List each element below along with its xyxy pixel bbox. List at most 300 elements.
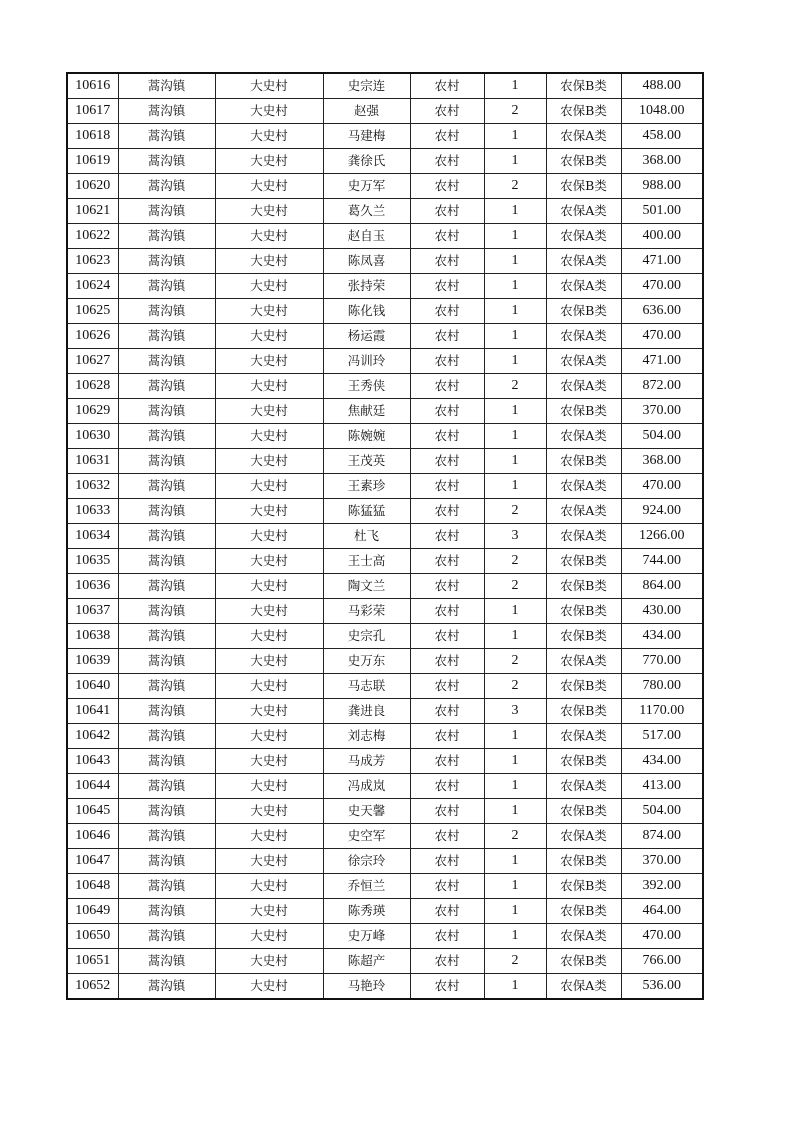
cell-id: 10642 (67, 724, 118, 749)
cell-category: 农保A类 (546, 524, 621, 549)
cell-household-type: 农村 (410, 649, 484, 674)
table-row (67, 799, 703, 824)
cell-id: 10636 (67, 574, 118, 599)
cell-amount: 470.00 (621, 924, 703, 949)
table-row (67, 324, 703, 349)
cell-category: 农保B类 (546, 899, 621, 924)
cell-town: 蒿沟镇 (118, 99, 215, 124)
table-row (67, 499, 703, 524)
cell-person-count: 2 (484, 649, 546, 674)
cell-id: 10618 (67, 124, 118, 149)
cell-name: 陈婉婉 (323, 424, 410, 449)
cell-name: 杜飞 (323, 524, 410, 549)
cell-village: 大史村 (215, 524, 323, 549)
cell-id: 10652 (67, 974, 118, 1000)
cell-name: 刘志梅 (323, 724, 410, 749)
cell-village: 大史村 (215, 299, 323, 324)
table-row (67, 749, 703, 774)
cell-town: 蒿沟镇 (118, 199, 215, 224)
cell-category: 农保B类 (546, 399, 621, 424)
cell-household-type: 农村 (410, 399, 484, 424)
cell-village: 大史村 (215, 949, 323, 974)
cell-category: 农保B类 (546, 299, 621, 324)
cell-town: 蒿沟镇 (118, 73, 215, 99)
cell-village: 大史村 (215, 73, 323, 99)
cell-amount: 1266.00 (621, 524, 703, 549)
table-row (67, 174, 703, 199)
cell-household-type: 农村 (410, 549, 484, 574)
cell-person-count: 2 (484, 949, 546, 974)
cell-village: 大史村 (215, 474, 323, 499)
cell-person-count: 3 (484, 699, 546, 724)
table-row (67, 699, 703, 724)
cell-category: 农保B类 (546, 699, 621, 724)
cell-amount: 766.00 (621, 949, 703, 974)
cell-town: 蒿沟镇 (118, 599, 215, 624)
cell-person-count: 1 (484, 299, 546, 324)
cell-id: 10634 (67, 524, 118, 549)
cell-town: 蒿沟镇 (118, 124, 215, 149)
cell-amount: 636.00 (621, 299, 703, 324)
cell-name: 陈凤喜 (323, 249, 410, 274)
cell-person-count: 1 (484, 424, 546, 449)
cell-category: 农保B类 (546, 549, 621, 574)
cell-village: 大史村 (215, 499, 323, 524)
cell-village: 大史村 (215, 724, 323, 749)
cell-village: 大史村 (215, 149, 323, 174)
cell-household-type: 农村 (410, 99, 484, 124)
cell-person-count: 1 (484, 899, 546, 924)
cell-village: 大史村 (215, 274, 323, 299)
cell-name: 史空军 (323, 824, 410, 849)
cell-amount: 988.00 (621, 174, 703, 199)
cell-id: 10643 (67, 749, 118, 774)
cell-name: 葛久兰 (323, 199, 410, 224)
cell-category: 农保B类 (546, 749, 621, 774)
table-body (67, 73, 703, 999)
table-row (67, 249, 703, 274)
cell-household-type: 农村 (410, 974, 484, 1000)
cell-household-type: 农村 (410, 374, 484, 399)
cell-id: 10626 (67, 324, 118, 349)
cell-name: 马艳玲 (323, 974, 410, 1000)
cell-person-count: 1 (484, 724, 546, 749)
cell-name: 陈秀瑛 (323, 899, 410, 924)
cell-name: 史天馨 (323, 799, 410, 824)
cell-category: 农保A类 (546, 199, 621, 224)
cell-household-type: 农村 (410, 73, 484, 99)
cell-category: 农保A类 (546, 474, 621, 499)
cell-id: 10637 (67, 599, 118, 624)
cell-name: 陈化钱 (323, 299, 410, 324)
cell-id: 10623 (67, 249, 118, 274)
cell-name: 王茂英 (323, 449, 410, 474)
cell-village: 大史村 (215, 449, 323, 474)
cell-category: 农保A类 (546, 374, 621, 399)
cell-village: 大史村 (215, 249, 323, 274)
cell-category: 农保B类 (546, 949, 621, 974)
cell-id: 10651 (67, 949, 118, 974)
cell-amount: 864.00 (621, 574, 703, 599)
table-row (67, 449, 703, 474)
cell-town: 蒿沟镇 (118, 399, 215, 424)
cell-category: 农保A类 (546, 324, 621, 349)
table-row (67, 824, 703, 849)
cell-category: 农保A类 (546, 824, 621, 849)
cell-name: 乔恒兰 (323, 874, 410, 899)
cell-amount: 413.00 (621, 774, 703, 799)
cell-name: 焦献廷 (323, 399, 410, 424)
cell-person-count: 2 (484, 824, 546, 849)
table-row (67, 549, 703, 574)
cell-category: 农保A类 (546, 249, 621, 274)
cell-person-count: 1 (484, 349, 546, 374)
cell-household-type: 农村 (410, 124, 484, 149)
cell-category: 农保B类 (546, 799, 621, 824)
cell-name: 史宗连 (323, 73, 410, 99)
cell-person-count: 1 (484, 449, 546, 474)
cell-person-count: 2 (484, 374, 546, 399)
cell-village: 大史村 (215, 549, 323, 574)
cell-amount: 924.00 (621, 499, 703, 524)
cell-person-count: 1 (484, 474, 546, 499)
cell-person-count: 1 (484, 849, 546, 874)
cell-town: 蒿沟镇 (118, 924, 215, 949)
cell-id: 10620 (67, 174, 118, 199)
cell-id: 10641 (67, 699, 118, 724)
cell-person-count: 1 (484, 399, 546, 424)
cell-amount: 368.00 (621, 149, 703, 174)
table-row (67, 624, 703, 649)
cell-category: 农保A类 (546, 974, 621, 1000)
cell-household-type: 农村 (410, 174, 484, 199)
cell-category: 农保A类 (546, 124, 621, 149)
cell-name: 王秀侠 (323, 374, 410, 399)
cell-town: 蒿沟镇 (118, 374, 215, 399)
cell-household-type: 农村 (410, 924, 484, 949)
cell-id: 10647 (67, 849, 118, 874)
cell-village: 大史村 (215, 624, 323, 649)
cell-person-count: 2 (484, 174, 546, 199)
cell-town: 蒿沟镇 (118, 649, 215, 674)
cell-name: 马建梅 (323, 124, 410, 149)
cell-id: 10625 (67, 299, 118, 324)
cell-id: 10629 (67, 399, 118, 424)
cell-name: 张持荣 (323, 274, 410, 299)
cell-household-type: 农村 (410, 874, 484, 899)
cell-town: 蒿沟镇 (118, 624, 215, 649)
cell-town: 蒿沟镇 (118, 799, 215, 824)
cell-town: 蒿沟镇 (118, 349, 215, 374)
cell-person-count: 2 (484, 574, 546, 599)
cell-town: 蒿沟镇 (118, 574, 215, 599)
cell-name: 陈猛猛 (323, 499, 410, 524)
cell-household-type: 农村 (410, 774, 484, 799)
cell-household-type: 农村 (410, 499, 484, 524)
cell-person-count: 1 (484, 799, 546, 824)
table-row (67, 149, 703, 174)
cell-amount: 368.00 (621, 449, 703, 474)
cell-town: 蒿沟镇 (118, 549, 215, 574)
cell-village: 大史村 (215, 924, 323, 949)
cell-amount: 504.00 (621, 424, 703, 449)
cell-amount: 471.00 (621, 249, 703, 274)
table-row (67, 674, 703, 699)
cell-village: 大史村 (215, 899, 323, 924)
cell-name: 王素珍 (323, 474, 410, 499)
cell-village: 大史村 (215, 399, 323, 424)
cell-town: 蒿沟镇 (118, 974, 215, 1000)
cell-person-count: 1 (484, 249, 546, 274)
cell-household-type: 农村 (410, 824, 484, 849)
cell-id: 10617 (67, 99, 118, 124)
cell-category: 农保B类 (546, 849, 621, 874)
cell-category: 农保A类 (546, 724, 621, 749)
cell-village: 大史村 (215, 124, 323, 149)
cell-name: 陈超产 (323, 949, 410, 974)
table-row (67, 849, 703, 874)
cell-id: 10621 (67, 199, 118, 224)
table-row (67, 724, 703, 749)
cell-amount: 874.00 (621, 824, 703, 849)
cell-name: 冯成岚 (323, 774, 410, 799)
cell-person-count: 1 (484, 974, 546, 1000)
cell-village: 大史村 (215, 349, 323, 374)
cell-name: 杨运霞 (323, 324, 410, 349)
cell-town: 蒿沟镇 (118, 449, 215, 474)
cell-town: 蒿沟镇 (118, 749, 215, 774)
cell-household-type: 农村 (410, 949, 484, 974)
cell-town: 蒿沟镇 (118, 524, 215, 549)
cell-id: 10640 (67, 674, 118, 699)
cell-village: 大史村 (215, 99, 323, 124)
table-row (67, 949, 703, 974)
cell-amount: 501.00 (621, 199, 703, 224)
cell-household-type: 农村 (410, 349, 484, 374)
table-row (67, 974, 703, 1000)
cell-category: 农保A类 (546, 224, 621, 249)
cell-category: 农保A类 (546, 924, 621, 949)
table-row (67, 574, 703, 599)
cell-household-type: 农村 (410, 149, 484, 174)
cell-name: 徐宗玲 (323, 849, 410, 874)
cell-person-count: 1 (484, 774, 546, 799)
cell-category: 农保B类 (546, 624, 621, 649)
cell-category: 农保B类 (546, 73, 621, 99)
table-row (67, 299, 703, 324)
table-row (67, 224, 703, 249)
cell-amount: 780.00 (621, 674, 703, 699)
cell-amount: 770.00 (621, 649, 703, 674)
cell-village: 大史村 (215, 974, 323, 1000)
cell-town: 蒿沟镇 (118, 274, 215, 299)
cell-amount: 744.00 (621, 549, 703, 574)
cell-name: 史万峰 (323, 924, 410, 949)
cell-category: 农保A类 (546, 499, 621, 524)
cell-id: 10628 (67, 374, 118, 399)
cell-town: 蒿沟镇 (118, 724, 215, 749)
cell-id: 10648 (67, 874, 118, 899)
cell-village: 大史村 (215, 674, 323, 699)
cell-village: 大史村 (215, 374, 323, 399)
cell-village: 大史村 (215, 849, 323, 874)
cell-amount: 370.00 (621, 849, 703, 874)
cell-amount: 488.00 (621, 73, 703, 99)
cell-person-count: 1 (484, 73, 546, 99)
cell-household-type: 农村 (410, 524, 484, 549)
cell-person-count: 1 (484, 599, 546, 624)
cell-id: 10633 (67, 499, 118, 524)
cell-person-count: 1 (484, 224, 546, 249)
cell-town: 蒿沟镇 (118, 874, 215, 899)
cell-person-count: 3 (484, 524, 546, 549)
cell-town: 蒿沟镇 (118, 674, 215, 699)
cell-category: 农保A类 (546, 774, 621, 799)
cell-town: 蒿沟镇 (118, 224, 215, 249)
table-row (67, 199, 703, 224)
cell-name: 王士高 (323, 549, 410, 574)
table-row (67, 899, 703, 924)
cell-town: 蒿沟镇 (118, 324, 215, 349)
cell-household-type: 农村 (410, 724, 484, 749)
cell-household-type: 农村 (410, 599, 484, 624)
cell-category: 农保A类 (546, 424, 621, 449)
cell-amount: 464.00 (621, 899, 703, 924)
cell-name: 马彩荣 (323, 599, 410, 624)
cell-household-type: 农村 (410, 299, 484, 324)
cell-amount: 471.00 (621, 349, 703, 374)
cell-town: 蒿沟镇 (118, 149, 215, 174)
cell-household-type: 农村 (410, 224, 484, 249)
table-row (67, 774, 703, 799)
cell-person-count: 2 (484, 499, 546, 524)
cell-household-type: 农村 (410, 624, 484, 649)
cell-town: 蒿沟镇 (118, 174, 215, 199)
cell-id: 10622 (67, 224, 118, 249)
cell-village: 大史村 (215, 224, 323, 249)
table-row (67, 599, 703, 624)
cell-village: 大史村 (215, 574, 323, 599)
cell-household-type: 农村 (410, 799, 484, 824)
cell-town: 蒿沟镇 (118, 949, 215, 974)
cell-name: 龚徐氏 (323, 149, 410, 174)
cell-household-type: 农村 (410, 699, 484, 724)
cell-person-count: 2 (484, 674, 546, 699)
table-row (67, 124, 703, 149)
cell-amount: 434.00 (621, 749, 703, 774)
cell-name: 冯训玲 (323, 349, 410, 374)
cell-category: 农保B类 (546, 574, 621, 599)
table-row (67, 374, 703, 399)
cell-village: 大史村 (215, 199, 323, 224)
cell-name: 史宗孔 (323, 624, 410, 649)
cell-amount: 458.00 (621, 124, 703, 149)
cell-category: 农保B类 (546, 149, 621, 174)
table-row (67, 474, 703, 499)
cell-village: 大史村 (215, 799, 323, 824)
cell-household-type: 农村 (410, 324, 484, 349)
cell-town: 蒿沟镇 (118, 699, 215, 724)
cell-category: 农保A类 (546, 274, 621, 299)
cell-amount: 504.00 (621, 799, 703, 824)
cell-name: 马志联 (323, 674, 410, 699)
cell-village: 大史村 (215, 324, 323, 349)
cell-household-type: 农村 (410, 249, 484, 274)
cell-household-type: 农村 (410, 749, 484, 774)
cell-category: 农保B类 (546, 174, 621, 199)
cell-person-count: 1 (484, 124, 546, 149)
cell-household-type: 农村 (410, 574, 484, 599)
cell-person-count: 2 (484, 549, 546, 574)
cell-name: 赵自玉 (323, 224, 410, 249)
cell-id: 10627 (67, 349, 118, 374)
cell-amount: 370.00 (621, 399, 703, 424)
cell-town: 蒿沟镇 (118, 499, 215, 524)
cell-id: 10630 (67, 424, 118, 449)
cell-household-type: 农村 (410, 849, 484, 874)
cell-category: 农保B类 (546, 874, 621, 899)
cell-town: 蒿沟镇 (118, 249, 215, 274)
cell-village: 大史村 (215, 649, 323, 674)
cell-amount: 1048.00 (621, 99, 703, 124)
cell-household-type: 农村 (410, 449, 484, 474)
cell-id: 10638 (67, 624, 118, 649)
table-row (67, 99, 703, 124)
cell-village: 大史村 (215, 599, 323, 624)
cell-person-count: 1 (484, 324, 546, 349)
cell-person-count: 1 (484, 924, 546, 949)
cell-village: 大史村 (215, 424, 323, 449)
beneficiary-table (66, 72, 704, 1000)
cell-category: 农保B类 (546, 599, 621, 624)
table-row (67, 73, 703, 99)
cell-id: 10632 (67, 474, 118, 499)
cell-village: 大史村 (215, 174, 323, 199)
cell-id: 10645 (67, 799, 118, 824)
table-row (67, 924, 703, 949)
cell-name: 龚进良 (323, 699, 410, 724)
cell-name: 史万军 (323, 174, 410, 199)
cell-town: 蒿沟镇 (118, 824, 215, 849)
cell-id: 10646 (67, 824, 118, 849)
cell-person-count: 1 (484, 874, 546, 899)
cell-amount: 392.00 (621, 874, 703, 899)
cell-household-type: 农村 (410, 899, 484, 924)
cell-id: 10619 (67, 149, 118, 174)
cell-village: 大史村 (215, 774, 323, 799)
table-row (67, 399, 703, 424)
cell-town: 蒿沟镇 (118, 774, 215, 799)
cell-village: 大史村 (215, 699, 323, 724)
table-row (67, 274, 703, 299)
cell-name: 陶文兰 (323, 574, 410, 599)
cell-town: 蒿沟镇 (118, 424, 215, 449)
cell-amount: 1170.00 (621, 699, 703, 724)
cell-id: 10635 (67, 549, 118, 574)
cell-id: 10631 (67, 449, 118, 474)
cell-name: 马成芳 (323, 749, 410, 774)
cell-person-count: 1 (484, 749, 546, 774)
cell-category: 农保A类 (546, 649, 621, 674)
cell-household-type: 农村 (410, 674, 484, 699)
cell-household-type: 农村 (410, 274, 484, 299)
cell-amount: 430.00 (621, 599, 703, 624)
cell-category: 农保A类 (546, 349, 621, 374)
cell-household-type: 农村 (410, 199, 484, 224)
cell-town: 蒿沟镇 (118, 849, 215, 874)
cell-village: 大史村 (215, 749, 323, 774)
cell-amount: 470.00 (621, 274, 703, 299)
